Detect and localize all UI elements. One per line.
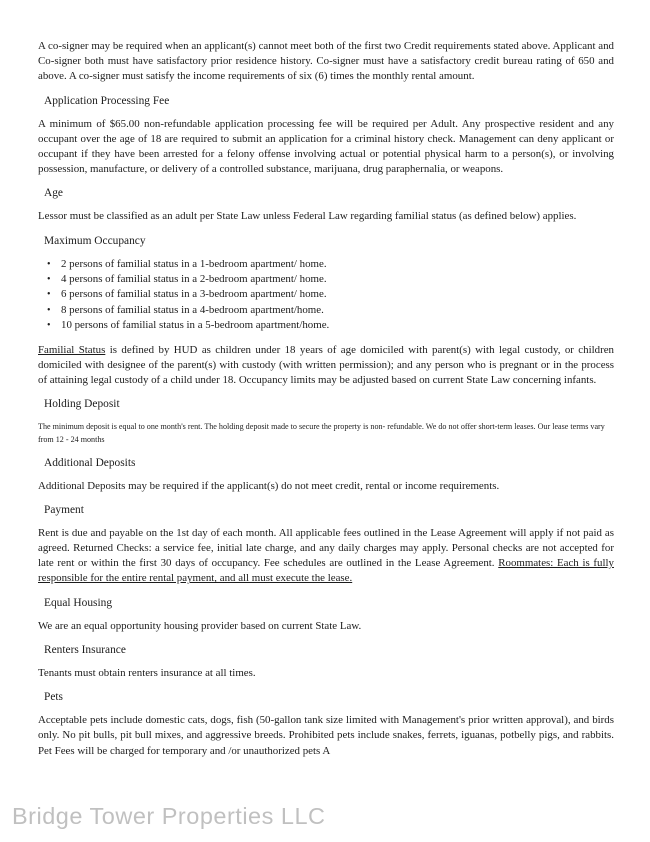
renters-insurance-heading: Renters Insurance bbox=[44, 643, 126, 656]
pets-paragraph: Acceptable pets include domestic cats, dogs, fish (50-gallon tank size limited with Management's prior written approval), and birds only. No pit bulls, pit bull mixes, and aggressive breeds. Prohibited pets include snakes, ferrets, iguanas, potbelly pigs, and rabbits. Pet Fees will be charged for temporary and /or unauthorized pets A bbox=[38, 714, 614, 757]
additional-deposits-paragraph: Additional Deposits may be required if the applicant(s) do not meet credit, rental or income requirements. bbox=[38, 479, 500, 492]
payment-text: Rent is due and payable on the 1st day of each month. All applicable fees outlined in the Lease Agreement will apply if not paid as agreed. Returned Checks: a service fee, initial late charge, and any daily charges may apply. Personal checks are not accepted for late rent or within the first 30 days of occupancy. Fee schedules are outlined in the Lease Agreement. bbox=[38, 526, 614, 570]
application-fee-paragraph: A minimum of $65.00 non-refundable application processing fee will be required per Adult. Any prospective resident and any occupant over the age of 18 are required to submit an application for a criminal history check. Management can deny applicant or occupant if they have been arrested for a felony offense involving actual or potential physical harm to a person(s), or involving possession, manufacture, or delivery of a controlled substance, marijuana, drug paraphernalia, or weapons. bbox=[38, 117, 614, 176]
document-page bbox=[38, 39, 614, 759]
roommates-clause: Roommates: Each is fully responsible for the entire rental payment, and all must execute the lease. bbox=[38, 557, 614, 585]
familial-status-text: is defined by HUD as children under 18 years of age domiciled with parent(s) with legal custody, or children domiciled with designee of the parent(s) with custody (with written permission); and any person who is pregnant or in the process of attaining legal custody of a child under 18. Occupancy limits may be adjusted based on current State Law concerning infants. bbox=[38, 343, 614, 387]
pets-heading: Pets bbox=[44, 691, 63, 704]
occupancy-list bbox=[38, 257, 614, 334]
equal-housing-paragraph: We are an equal opportunity housing provider based on current State Law. bbox=[38, 619, 362, 632]
list-item: • 6 persons of familial status in a 3-bedroom apartment/ home. bbox=[38, 287, 614, 302]
payment-heading: Payment bbox=[44, 503, 84, 516]
watermark: Bridge Tower Properties LLC bbox=[12, 803, 326, 829]
max-occupancy-heading: Maximum Occupancy bbox=[44, 234, 146, 247]
holding-deposit-paragraph: The minimum deposit is equal to one month's rent. The holding deposit made to secure the property is non- refundable. We do not offer short-term leases. Our lease terms vary from 12 - 24 months bbox=[38, 422, 605, 445]
additional-deposits-heading: Additional Deposits bbox=[44, 456, 136, 469]
holding-deposit-heading: Holding Deposit bbox=[44, 398, 120, 411]
list-item: • 10 persons of familial status in a 5-bedroom apartment/home. bbox=[38, 318, 614, 333]
familial-status-term: Familial Status bbox=[38, 343, 106, 356]
list-item: • 2 persons of familial status in a 1-bedroom apartment/ home. bbox=[38, 257, 614, 272]
cosigner-paragraph: A co-signer may be required when an applicant(s) cannot meet both of the first two Credit requirements stated above. Applicant and Co-signer both must have satisfactory prior residence history. Co-signer must have a satisfactory credit bureau rating of 650 and above. A co-signer must satisfy the income requirements of six (6) times the monthly rental amount. bbox=[38, 40, 614, 83]
application-fee-heading: Application Processing Fee bbox=[44, 94, 170, 107]
list-item: • 4 persons of familial status in a 2-bedroom apartment/ home. bbox=[38, 272, 614, 287]
list-item: • 8 persons of familial status in a 4-bedroom apartment/home. bbox=[38, 303, 614, 318]
familial-status-paragraph bbox=[38, 343, 614, 389]
renters-insurance-paragraph: Tenants must obtain renters insurance at all times. bbox=[38, 666, 256, 679]
payment-paragraph bbox=[38, 526, 614, 587]
equal-housing-heading: Equal Housing bbox=[44, 596, 113, 609]
age-heading: Age bbox=[44, 187, 63, 200]
age-paragraph: Lessor must be classified as an adult per State Law unless Federal Law regarding familial status (as defined below) applies. bbox=[38, 210, 577, 223]
